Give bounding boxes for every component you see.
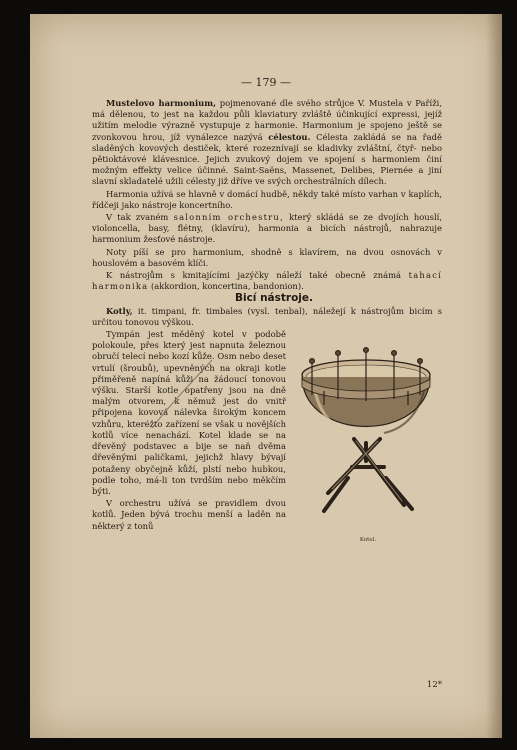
signature-mark: 12* bbox=[426, 680, 442, 690]
paragraph-two-drums: V orchestru užívá se pravidlem dvou kotlů. Jeden bývá trochu menší a laděn na některý z tonů bbox=[92, 498, 286, 531]
page-number: — 179 — bbox=[241, 76, 291, 89]
paragraph-harmonika: K nástrojům s kmitajícími jazýčky náleží také obecně známá tahací harmonika (akkordion, koncertina, bandonion). bbox=[92, 270, 442, 292]
kettledrum-figure bbox=[294, 333, 442, 615]
kettledrum-illustration bbox=[294, 333, 442, 543]
paragraph-mustel: Mustelovo harmonium, pojmenované dle svého strůjce V. Mustela v Paříži, má dělenou, to jest na každou půli klaviatury zvláště účinkující expressi, jejíž užitím melodie výrazně vystupuje z harmonie. Harmonium je spojeno ještě se zvonkovou hrou, jíž vynálezce nazývá célestou. Célesta zakládá se na řadě sladěných kovových destiček, které rozeznívají se kladivky zvláštní, čtyř- nebo pětioktávové klávesnice. Jejich zvukový dojem ve spojení s harmoniem činí možným effekty velice účinné. Saint-Saëns, Massenet, Delibes, Piernée a jiní slavní skladatelé užili célesty již dříve ve svých orchestrálních dílech. bbox=[92, 98, 442, 187]
term-mustel-harmonium: Mustelovo harmonium, bbox=[106, 98, 216, 108]
term-kotly: Kotly, bbox=[106, 305, 133, 316]
page-body bbox=[92, 98, 442, 617]
term-celesta: célestou. bbox=[268, 131, 311, 142]
section-heading: Bicí nástroje. bbox=[234, 292, 313, 305]
paragraph-kotly: Kotly, it. timpani, fr. timbales (vysl. tenbal), náležejí k nástrojům bicím s určitou tonovou výškou. bbox=[92, 305, 442, 327]
paragraph-notes: Noty píší se pro harmonium, shodně s klavírem, na dvou osnovách v houslovém a basovém klíči. bbox=[92, 246, 442, 268]
term-salon-orchestra: salonním orchestru, bbox=[173, 212, 284, 223]
paragraph-usage: Harmonia užívá se hlavně v domácí hudbě, někdy také místo varhan v kaplích, řídčeji jako nástroje koncertního. bbox=[92, 188, 442, 210]
paragraph-tympan: Tympán jest měděný kotel v podobě polokoule, přes který jest napnuta železnou obručí telecí nebo kozí kůže. Osm nebo deset vrtulí (šroubů), upevněných na okraji kotle přiměřeně napíná kůži na žádoucí tonovou výšku. Starší kotle opatřeny jsou na dně malým otvorem, k němuž jest do vnitř připojena kovová nálevka širokým koncem vzhůru, kteréžto zařízení se však u novějších kotlů více nenachází. Kotel klade se na dřevěný podstavec a bije se naň dvěma dřevěnými paličkami, jejichž hlavy bývají potaženy obyčejně kůží, plstí nebo hubkou, podle toho, má-li ton tvrdším nebo měkčím býti. bbox=[92, 329, 286, 496]
figure-caption: Kotel. bbox=[359, 537, 377, 544]
term-tahaci-harmonika: tahací harmonika bbox=[92, 270, 442, 292]
paragraph-salon: V tak zvaném salonním orchestru, který skládá se ze dvojích houslí, violoncella, basy, flétny, (klavíru), harmonia a bicích nástrojů, nahrazuje harmonium žesťové nástroje. bbox=[92, 212, 442, 245]
book-page bbox=[30, 14, 502, 738]
